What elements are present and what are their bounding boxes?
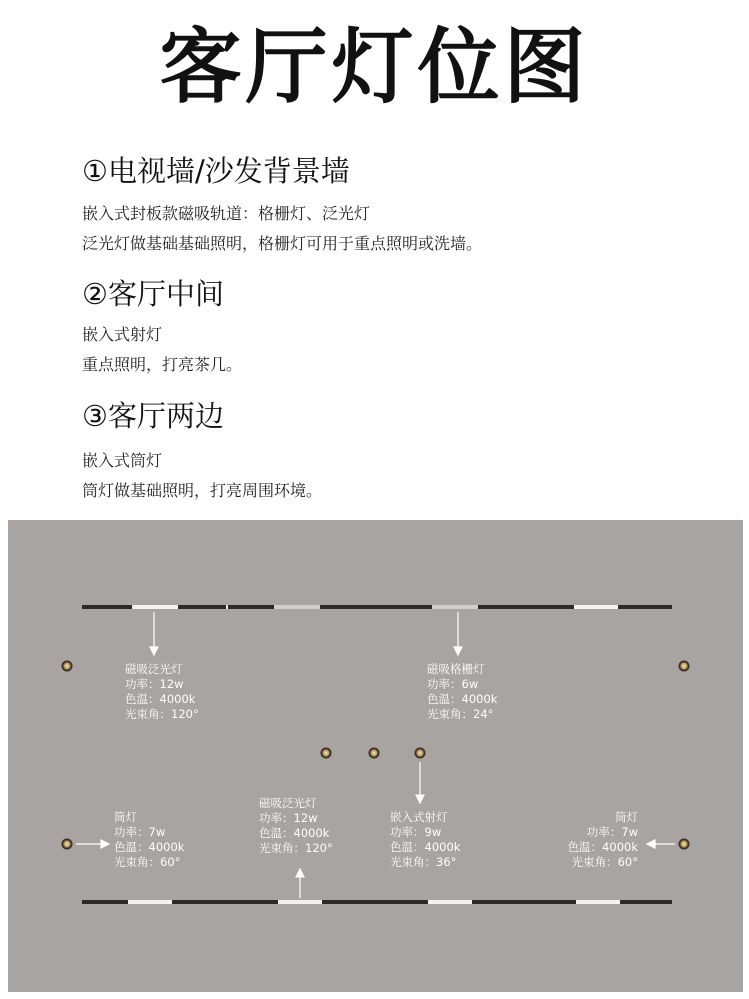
arrow-head bbox=[454, 647, 462, 655]
section-1-line-1: 嵌入式封板款磁吸轨道：格栅灯、泛光灯 bbox=[82, 204, 371, 223]
section-1-line-2: 泛光灯做基础基础照明，格栅灯可用于重点照明或洗墙。 bbox=[82, 234, 483, 253]
spotlight bbox=[369, 748, 380, 759]
fixture-name: 筒灯 bbox=[114, 810, 137, 824]
fixture-power: 功率：7w bbox=[586, 825, 638, 839]
section-2-heading: ②客厅中间 bbox=[82, 277, 224, 311]
flood-light-segment bbox=[278, 900, 322, 904]
fixture-power: 功率：9w bbox=[390, 825, 442, 839]
right-downlight-label bbox=[548, 810, 638, 870]
downlight bbox=[62, 661, 73, 672]
fixture-power: 功率：12w bbox=[259, 811, 318, 825]
top-track bbox=[82, 605, 672, 609]
fixture-beam-angle: 光束角：24° bbox=[427, 707, 494, 721]
section-2-line-1: 嵌入式射灯 bbox=[82, 325, 163, 344]
arrow-head bbox=[647, 840, 655, 848]
fixture-color-temp: 色温：4000k bbox=[390, 840, 461, 854]
spotlight-label bbox=[390, 810, 460, 870]
arrow-head bbox=[416, 795, 424, 803]
downlight bbox=[679, 661, 690, 672]
left-downlight-label bbox=[114, 810, 184, 870]
bottom-track bbox=[82, 900, 672, 904]
arrow-head bbox=[101, 840, 109, 848]
downlight bbox=[679, 839, 690, 850]
fixture-name: 磁吸泛光灯 bbox=[125, 662, 183, 676]
bottom-flood-light-label bbox=[259, 796, 333, 856]
grille-light-segment bbox=[274, 605, 320, 609]
spotlight bbox=[415, 748, 426, 759]
flood-light-segment bbox=[574, 605, 618, 609]
lighting-plan bbox=[8, 520, 743, 992]
fixture-name: 筒灯 bbox=[615, 810, 638, 824]
downlight bbox=[62, 839, 73, 850]
fixture-name: 嵌入式射灯 bbox=[390, 810, 448, 824]
fixture-beam-angle: 光束角：60° bbox=[571, 855, 638, 869]
plan-drawing bbox=[8, 520, 743, 992]
section-2-line-2: 重点照明，打亮茶几。 bbox=[82, 355, 243, 374]
fixture-beam-angle: 光束角：120° bbox=[125, 707, 199, 721]
page-title: 客厅灯位图 bbox=[159, 20, 590, 115]
flood-light-segment bbox=[576, 900, 620, 904]
fixture-color-temp: 色温：4000k bbox=[567, 840, 638, 854]
section-3-heading: ③客厅两边 bbox=[82, 399, 224, 433]
fixture-power: 功率：12w bbox=[125, 677, 184, 691]
fixture-color-temp: 色温：4000k bbox=[259, 826, 330, 840]
top-grille-light-label bbox=[427, 662, 497, 722]
fixture-power: 功率：6w bbox=[427, 677, 479, 691]
track-joint bbox=[132, 605, 134, 609]
fixture-beam-angle: 光束角：60° bbox=[114, 855, 181, 869]
fixture-name: 磁吸格栅灯 bbox=[427, 662, 485, 676]
flood-light-segment bbox=[128, 900, 172, 904]
fixture-color-temp: 色温：4000k bbox=[114, 840, 185, 854]
fixture-name: 磁吸泛光灯 bbox=[259, 796, 317, 810]
track-joint bbox=[226, 605, 228, 609]
flood-light-segment bbox=[134, 605, 178, 609]
fixture-beam-angle: 光束角：120° bbox=[259, 841, 333, 855]
grille-light-segment bbox=[432, 605, 478, 609]
arrow-head bbox=[296, 869, 304, 877]
section-3-line-1: 嵌入式筒灯 bbox=[82, 451, 163, 470]
arrow-head bbox=[150, 647, 158, 655]
spotlight bbox=[321, 748, 332, 759]
flood-light-segment bbox=[428, 900, 472, 904]
fixture-color-temp: 色温：4000k bbox=[427, 692, 498, 706]
fixture-beam-angle: 光束角：36° bbox=[390, 855, 457, 869]
section-3-line-2: 筒灯做基础照明，打亮周围环境。 bbox=[82, 481, 323, 500]
fixture-color-temp: 色温：4000k bbox=[125, 692, 196, 706]
fixture-power: 功率：7w bbox=[114, 825, 166, 839]
top-flood-light-label bbox=[125, 662, 199, 722]
section-1-heading: ①电视墙/沙发背景墙 bbox=[82, 154, 350, 188]
